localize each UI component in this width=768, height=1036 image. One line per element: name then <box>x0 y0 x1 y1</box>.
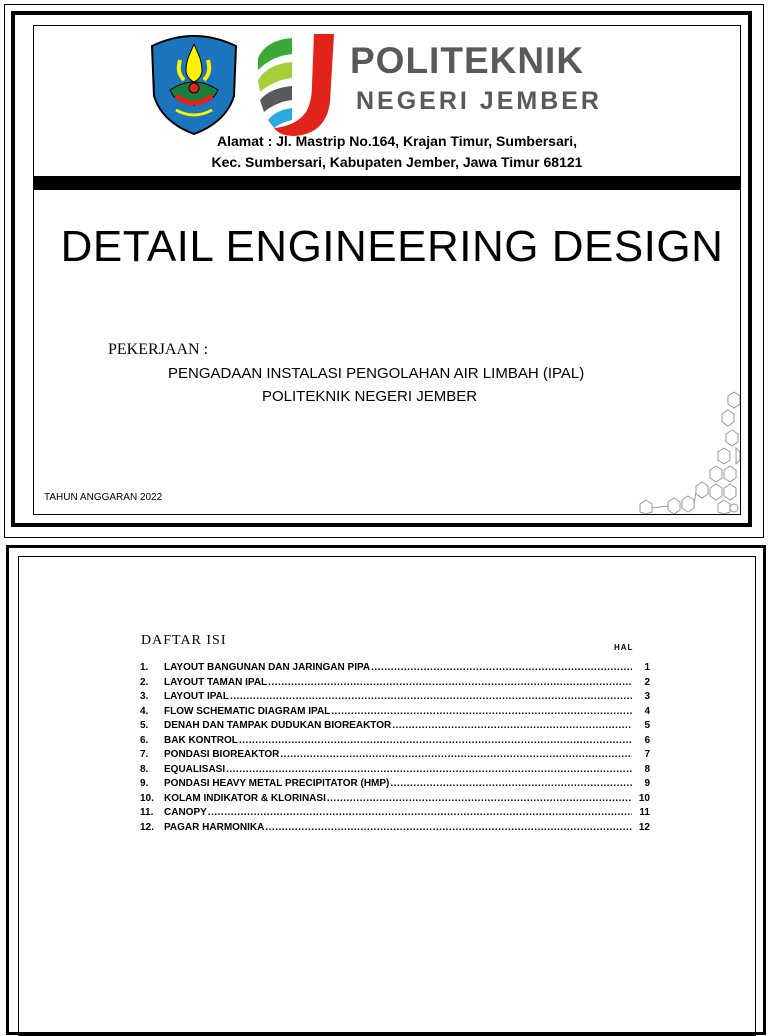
toc-item-label: KOLAM INDIKATOR & KLORINASI <box>164 792 326 804</box>
toc-item[interactable] <box>140 720 650 735</box>
toc-item-leader-dots <box>226 764 632 775</box>
cover-page-inner-frame <box>33 25 741 515</box>
toc-item-number: 1. <box>140 662 149 673</box>
project-name-line1: PENGADAAN INSTALASI PENGOLAHAN AIR LIMBAH (IPAL) <box>168 365 585 382</box>
header-divider-bar <box>34 176 740 190</box>
toc-item[interactable] <box>140 662 650 677</box>
toc-item-number: 6. <box>140 734 149 746</box>
toc-item-page-number: 9 <box>644 778 650 789</box>
toc-item[interactable] <box>140 778 650 793</box>
toc-item-number: 7. <box>140 749 149 760</box>
cover-page <box>11 11 752 527</box>
address-line2: Kec. Sumbersari, Kabupaten Jember, Jawa Timur 68121 <box>211 154 583 170</box>
toc-item-page-number: 12 <box>638 821 650 833</box>
toc-item-leader-dots <box>390 778 632 789</box>
toc-item-label: BAK KONTROL <box>164 734 238 746</box>
toc-item-label: FLOW SCHEMATIC DIAGRAM IPAL <box>164 705 331 717</box>
toc-item-number: 8. <box>140 763 149 775</box>
toc-item-number: 4. <box>140 705 149 717</box>
toc-item-label: DENAH DAN TAMPAK DUDUKAN BIOREAKTOR <box>164 720 392 731</box>
toc-item[interactable] <box>140 691 650 706</box>
toc-item-label: PONDASI BIOREAKTOR <box>164 749 280 760</box>
toc-item-number: 3. <box>140 691 149 702</box>
toc-page-column-header: HAL <box>614 643 634 652</box>
toc-page-inner-frame <box>18 556 756 1036</box>
toc-item[interactable] <box>140 822 650 837</box>
toc-item-page-number: 5 <box>644 720 650 731</box>
toc-item[interactable] <box>140 677 650 692</box>
toc-item-label: LAYOUT IPAL <box>164 691 230 702</box>
toc-item-number: 12. <box>140 821 154 833</box>
toc-item-leader-dots <box>208 807 632 818</box>
cover-header <box>34 26 740 176</box>
toc-item-page-number: 1 <box>644 662 650 673</box>
toc-item[interactable] <box>140 706 650 721</box>
document-title: DETAIL ENGINEERING DESIGN <box>60 222 724 271</box>
toc-item[interactable] <box>140 749 650 764</box>
fiscal-year: TAHUN ANGGARAN 2022 <box>44 492 163 503</box>
toc-title: DAFTAR ISI <box>141 633 227 648</box>
brand-name-line2: NEGERI JEMBER <box>356 87 602 115</box>
toc-item-label: LAYOUT BANGUNAN DAN JARINGAN PIPA <box>164 662 371 673</box>
brand-name-line1: POLITEKNIK <box>350 40 585 81</box>
toc-item-page-number: 6 <box>644 734 650 746</box>
toc-item-label: EQUALISASI <box>164 763 226 775</box>
toc-item-page-number: 10 <box>638 792 650 804</box>
toc-item-leader-dots <box>327 793 632 804</box>
toc-item-number: 9. <box>140 778 149 789</box>
toc-item-leader-dots <box>331 706 632 717</box>
toc-item-page-number: 3 <box>644 691 650 702</box>
toc-item-label: PAGAR HARMONIKA <box>164 821 265 833</box>
toc-item[interactable] <box>140 807 650 822</box>
toc-list <box>140 662 650 836</box>
toc-item-label: PONDASI HEAVY METAL PRECIPITATOR (HMP) <box>164 778 390 789</box>
toc-item-page-number: 4 <box>644 705 650 717</box>
toc-item-page-number: 2 <box>644 676 650 688</box>
toc-page <box>6 545 766 1035</box>
toc-item-number: 5. <box>140 720 149 731</box>
toc-item-page-number: 11 <box>639 807 650 818</box>
project-name-line2: POLITEKNIK NEGERI JEMBER <box>262 388 478 405</box>
toc-item-number: 10. <box>140 792 154 804</box>
toc-item-label: CANOPY <box>164 807 207 818</box>
toc-item-number: 11. <box>140 807 154 818</box>
toc-item-leader-dots <box>371 662 632 673</box>
toc-item-leader-dots <box>268 677 632 688</box>
toc-item[interactable] <box>140 764 650 779</box>
toc-item-leader-dots <box>392 720 632 731</box>
toc-item-page-number: 8 <box>644 763 650 775</box>
toc-item[interactable] <box>140 793 650 808</box>
toc-item-page-number: 7 <box>644 749 650 760</box>
toc-item-number: 2. <box>140 676 149 688</box>
toc-item-leader-dots <box>280 749 632 760</box>
toc-item-label: LAYOUT TAMAN IPAL <box>164 676 268 688</box>
toc-item[interactable] <box>140 735 650 750</box>
polije-emblem-icon <box>146 30 242 136</box>
toc-item-leader-dots <box>239 735 632 746</box>
address-line1: Alamat : Jl. Mastrip No.164, Krajan Timur, Sumbersari, <box>217 133 577 149</box>
toc-item-leader-dots <box>230 691 632 702</box>
hexagon-decoration-icon <box>624 386 740 514</box>
polije-brand-mark-icon <box>256 32 338 140</box>
work-label: PEKERJAAN : <box>108 341 209 358</box>
toc-item-leader-dots <box>265 822 632 833</box>
